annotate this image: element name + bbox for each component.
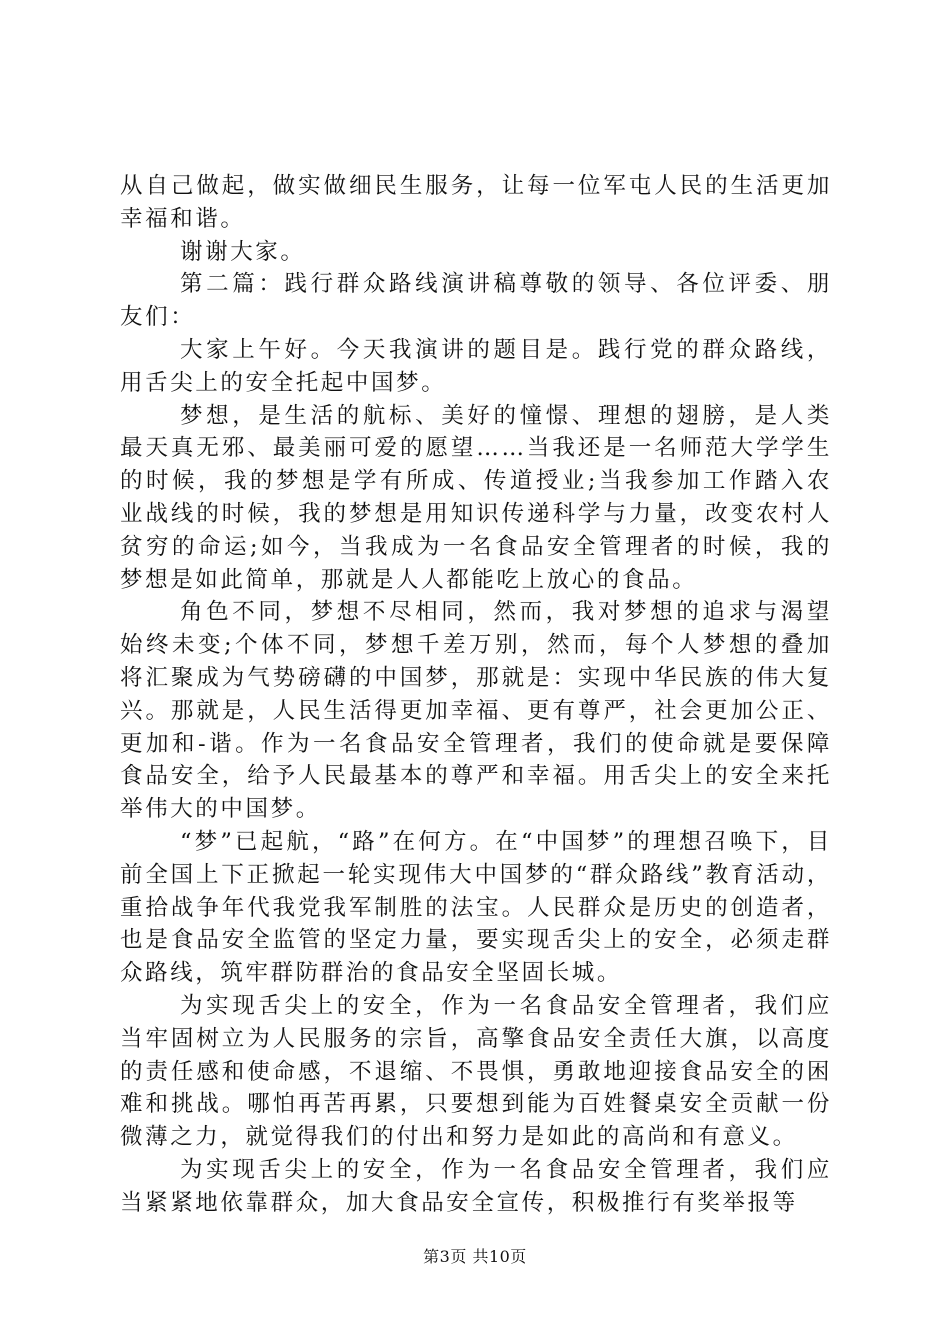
paragraph-dream: 梦想，是生活的航标、美好的憧憬、理想的翅膀，是人类最天真无邪、最美丽可爱的愿望……当我还是一名师范大学学生的时候，我的梦想是学有所成、传道授业;当我参加工作踏入农业战线的时候，我的梦想是用知识传递科学与力量，改变农村人贫穷的命运;如今，当我成为一名食品安全管理者的时候，我的梦想是如此简单，那就是人人都能吃上放心的食品。	[120, 402, 832, 593]
paragraph-mass-line: “梦”已起航，“路”在何方。在“中国梦”的理想召唤下，目前全国上下正掀起一轮实现伟大中国梦的“群众路线”教育活动，重拾战争年代我党我军制胜的法宝。人民群众是历史的创造者，也是食品安全监管的坚定力量，要实现舌尖上的安全，必须走群众路线，筑牢群防群治的食品安全坚固长城。	[120, 828, 832, 987]
paragraph-rely-on-masses: 为实现舌尖上的安全，作为一名食品安全管理者，我们应当紧紧地依靠群众，加大食品安全宣传，积极推行有奖举报等	[120, 1156, 832, 1216]
paragraph-continuation: 从自己做起，做实做细民生服务，让每一位军屯人民的生活更加幸福和谐。	[120, 173, 832, 232]
paragraph-greeting: 大家上午好。今天我演讲的题目是。践行党的群众路线，用舌尖上的安全托起中国梦。	[120, 336, 832, 396]
page-number-footer: 第3页 共10页	[423, 1247, 527, 1266]
paragraph-thanks: 谢谢大家。	[180, 238, 306, 265]
paragraph-service: 为实现舌尖上的安全，作为一名食品安全管理者，我们应当牢固树立为人民服务的宗旨，高擎食品安全责任大旗，以高度的责任感和使命感，不退缩、不畏惧，勇敢地迎接食品安全的困难和挑战。哪怕再苦再累，只要想到能为百姓餐桌安全贡献一份微薄之力，就觉得我们的付出和努力是如此的高尚和有意义。	[120, 992, 832, 1151]
document-body	[120, 170, 832, 1220]
paragraph-section-heading: 第二篇：践行群众路线演讲稿尊敬的领导、各位评委、朋友们：	[120, 271, 832, 331]
paragraph-roles: 角色不同，梦想不尽相同，然而，我对梦想的追求与渴望始终未变;个体不同，梦想千差万别，然而，每个人梦想的叠加将汇聚成为气势磅礴的中国梦，那就是：实现中华民族的伟大复兴。那就是，人民生活得更加幸福、更有尊严，社会更加公正、更加和-谐。作为一名食品安全管理者，我们的使命就是要保障食品安全，给予人民最基本的尊严和幸福。用舌尖上的安全来托举伟大的中国梦。	[120, 599, 832, 823]
